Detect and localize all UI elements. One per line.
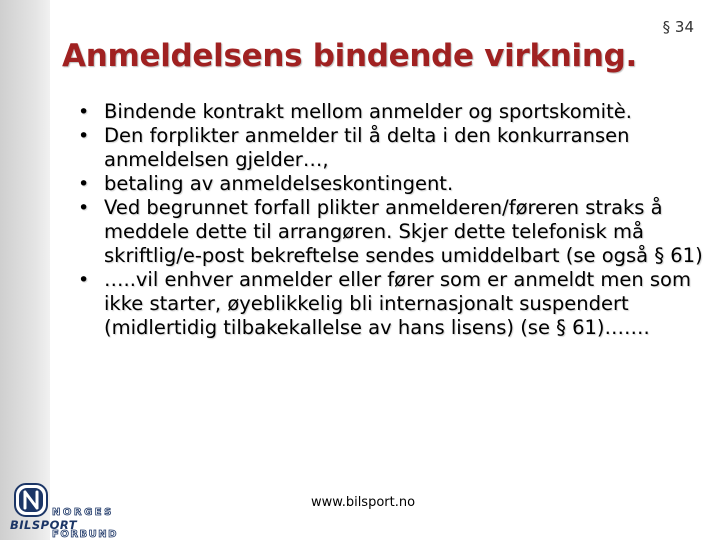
bullet-list xyxy=(76,100,706,340)
bullet-dot-icon: • xyxy=(78,197,90,219)
bullet-item xyxy=(76,100,706,124)
bullet-dot-icon: • xyxy=(78,173,90,195)
bullet-item xyxy=(76,172,706,196)
logo-text-norges: NORGES xyxy=(52,507,114,518)
bullet-dot-icon: • xyxy=(78,101,90,123)
section-number: § 34 xyxy=(662,18,694,36)
bullet-text: Ved begrunnet forfall plikter anmelderen/føreren straks å meddele dette til arrangøren. Skjer dette telefonisk må skriftlig/e-post bekreftelse sendes umiddelbart (se også § 61) xyxy=(104,196,703,267)
bullet-text: betaling av anmeldelseskontingent. xyxy=(104,172,454,195)
bullet-item xyxy=(76,268,706,340)
bullet-dot-icon: • xyxy=(78,125,90,147)
bullet-text: Bindende kontrakt mellom anmelder og sportskomitè. xyxy=(104,100,632,123)
bullet-item xyxy=(76,124,706,172)
left-decorative-band xyxy=(0,0,50,540)
bullet-text: Den forplikter anmelder til å delta i den konkurransen anmeldelsen gjelder…, xyxy=(104,124,630,171)
slide-title: Anmeldelsens bindende virkning. xyxy=(62,38,637,74)
bilsport-logo xyxy=(8,483,116,539)
bullet-text: …..vil enhver anmelder eller fører som er anmeldt men som ikke starter, øyeblikkelig bli internasjonalt suspendert (midlertidig tilbakekallelse av hans lisens) (se § 61)……. xyxy=(104,268,691,339)
bullet-dot-icon: • xyxy=(78,269,90,291)
logo-text-forbund: FORBUND xyxy=(52,529,118,540)
bilsport-emblem-icon xyxy=(14,483,48,517)
footer-url: www.bilsport.no xyxy=(311,495,416,510)
bullet-item xyxy=(76,196,706,268)
logo-text-bilsport: BILSPORT xyxy=(10,518,78,532)
